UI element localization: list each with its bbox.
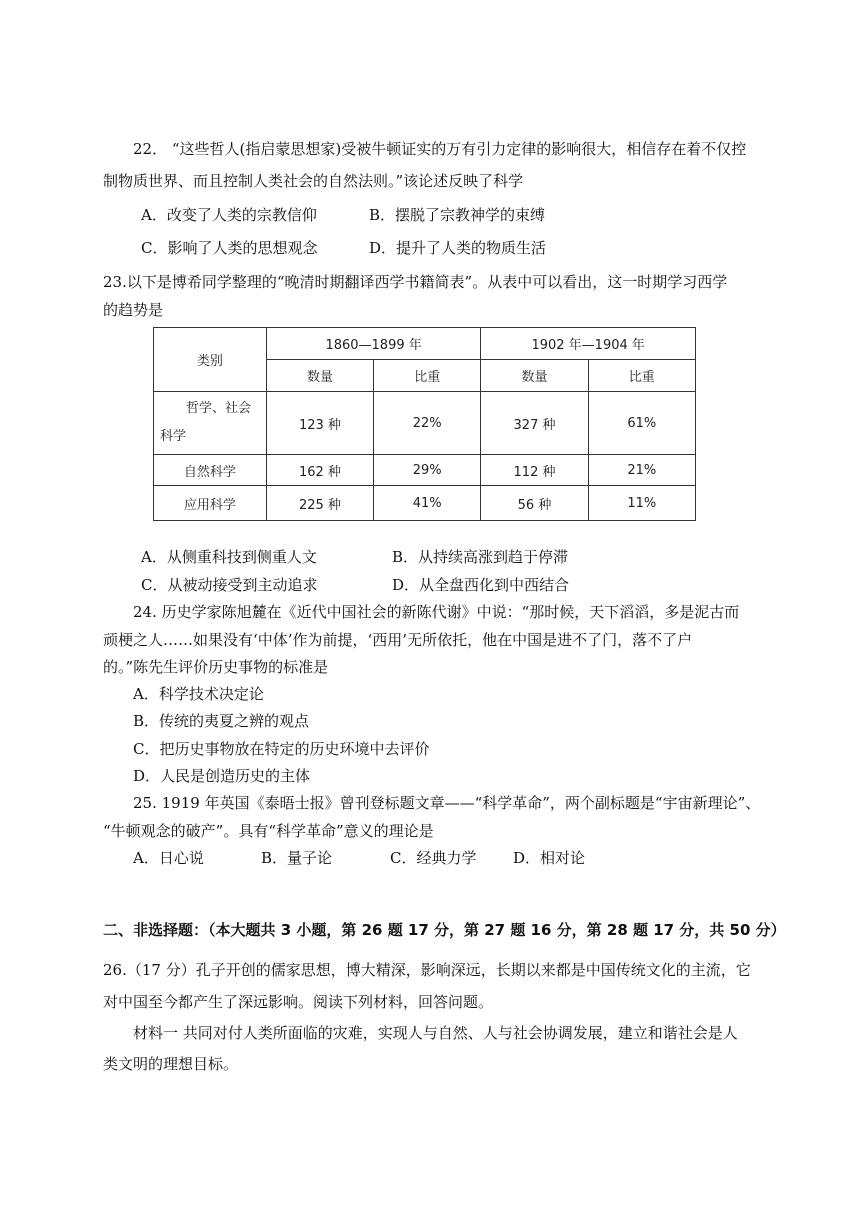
- table-row: [154, 392, 696, 455]
- q25-stem-line2: “牛顿观念的破产”。具有“科学革命”意义的理论是: [103, 822, 434, 840]
- table-header-category: 类别: [154, 328, 267, 392]
- q25-option-d: D．相对论: [513, 849, 586, 867]
- q25-stem-line1: 25. 1919 年英国《泰晤士报》曾刊登标题文章——“科学革命”，两个副标题是“宇宙新理论”、: [133, 794, 761, 812]
- q26-material1-line1: 材料一 共同对付人类所面临的灾难，实现人与自然、人与社会协调发展，建立和谐社会是人: [133, 1024, 738, 1042]
- q26-stem-line2: 对中国至今都产生了深远影响。阅读下列材料，回答问题。: [103, 993, 494, 1011]
- q23-option-a: A．从侧重科技到侧重人文: [141, 548, 317, 566]
- table-cell: 327 种: [481, 392, 588, 455]
- table-cell: 162 种: [266, 455, 373, 486]
- q22-option-c: C．影响了人类的思想观念: [141, 239, 318, 257]
- section2-title: 二、非选择题：（本大题共 3 小题，第 26 题 17 分，第 27 题 16 分，第 28 题 17 分，共 50 分）: [103, 921, 786, 939]
- table-cell-category: 应用科学: [154, 486, 267, 521]
- table-cell: 22%: [374, 392, 481, 455]
- q25-option-a: A．日心说: [133, 849, 204, 867]
- table-subheader: 比重: [588, 360, 695, 392]
- table-row: [154, 455, 696, 486]
- table-cell: 21%: [588, 455, 695, 486]
- table-cell-category: 自然科学: [154, 455, 267, 486]
- q24-option-a: A．科学技术决定论: [133, 685, 264, 703]
- q22-stem-line1: 22． “这些哲人(指启蒙思想家)受被牛顿证实的万有引力定律的影响很大，相信存在着不仅控: [133, 140, 747, 158]
- table-cell: 29%: [374, 455, 481, 486]
- q23-option-d: D．从全盘西化到中西结合: [392, 576, 570, 594]
- q25-option-b: B．量子论: [261, 849, 333, 867]
- q23-option-b: B．从持续高涨到趋于停滞: [392, 548, 569, 566]
- table-row: [154, 486, 696, 521]
- q24-stem-line1: 24. 历史学家陈旭麓在《近代中国社会的新陈代谢》中说：“那时候，天下滔滔，多是泥古而: [133, 603, 740, 621]
- table-cell-category: [154, 392, 267, 455]
- table-cell: 123 种: [266, 392, 373, 455]
- table-subheader: 比重: [374, 360, 481, 392]
- table-subheader: 数量: [266, 360, 373, 392]
- table-cell: 41%: [374, 486, 481, 521]
- q26-material1-line2: 类文明的理想目标。: [103, 1055, 239, 1073]
- translation-books-table: [153, 327, 696, 521]
- q22-stem-line2: 制物质世界、而且控制人类社会的自然法则。”该论述反映了科学: [103, 172, 524, 190]
- table-header-period1: 1860—1899 年: [266, 328, 481, 360]
- q22-option-b: B．摆脱了宗教神学的束缚: [369, 206, 546, 224]
- q24-option-d: D．人民是创造历史的主体: [133, 767, 311, 785]
- table-cell: 112 种: [481, 455, 588, 486]
- q25-option-c: C．经典力学: [390, 849, 477, 867]
- category-line2: 科学: [160, 429, 187, 444]
- q24-option-b: B．传统的夷夏之辨的观点: [133, 712, 310, 730]
- q24-option-c: C．把历史事物放在特定的历史环境中去评价: [133, 740, 430, 758]
- q23-stem-line2: 的趋势是: [103, 301, 164, 319]
- table-subheader: 数量: [481, 360, 588, 392]
- table-header-period2: 1902 年—1904 年: [481, 328, 696, 360]
- table-cell: 61%: [588, 392, 695, 455]
- q23-option-c: C．从被动接受到主动追求: [141, 576, 318, 594]
- q24-stem-line2: 顽梗之人……如果没有‘中体’作为前提，‘西用’无所依托，他在中国是进不了门，落不了户: [103, 631, 693, 649]
- table-cell: 225 种: [266, 486, 373, 521]
- q26-stem-line1: 26.（17 分）孔子开创的儒家思想，博大精深，影响深远，长期以来都是中国传统文化的主流，它: [103, 961, 751, 979]
- q23-stem-line1: 23.以下是博希同学整理的“晚清时期翻译西学书籍简表”。从表中可以看出，这一时期学习西学: [103, 273, 728, 291]
- table-cell: 56 种: [481, 486, 588, 521]
- q22-option-a: A．改变了人类的宗教信仰: [141, 206, 317, 224]
- category-line1: 哲学、社会: [186, 401, 252, 416]
- q22-option-d: D．提升了人类的物质生活: [369, 239, 547, 257]
- table-cell: 11%: [588, 486, 695, 521]
- q24-stem-line3: 的。”陈先生评价历史事物的标准是: [103, 658, 329, 676]
